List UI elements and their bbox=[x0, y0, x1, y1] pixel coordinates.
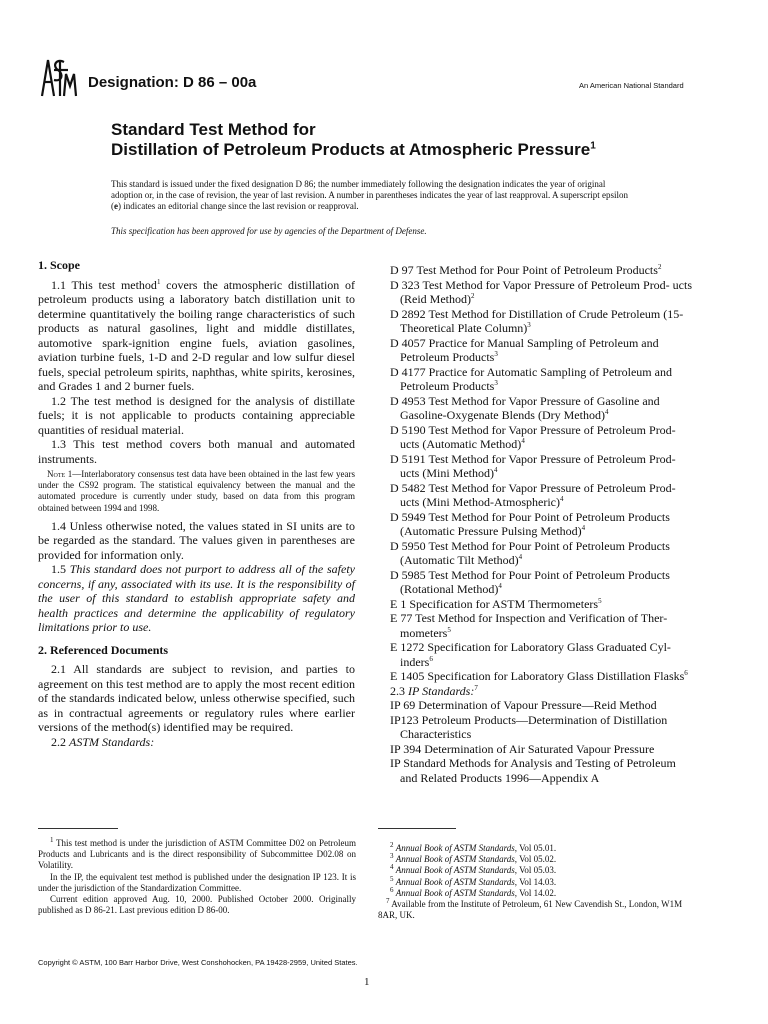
footnote-list bbox=[378, 843, 692, 899]
footnote-1-ip: In the IP, the equivalent test method is published under the designation IP 123. It is under the jurisdiction of the Standardization Committee. bbox=[38, 871, 356, 893]
page-number: 1 bbox=[364, 976, 370, 988]
astm-reference-item: E 1405 Specification for Laboratory Glass Distillation Flasks$^6$ bbox=[390, 669, 688, 683]
ip-reference-item: IP 394 Determination of Air Saturated Vapour Pressure bbox=[390, 741, 655, 756]
footnote-5: $^5$ Annual Book of ASTM Standards, Vol 14.03. bbox=[390, 874, 557, 887]
ip-reference-item: IP Standard Methods for Analysis and Testing of Petroleum and Related Products 1996—Appendix A bbox=[390, 756, 676, 785]
paragraph-2-2: 2.2 ASTM Standards: bbox=[51, 734, 155, 749]
footnote-4: $^4$ Annual Book of ASTM Standards, Vol 05.03. bbox=[390, 863, 557, 876]
left-column bbox=[38, 258, 355, 749]
document-title bbox=[111, 120, 596, 160]
standard-notice: This standard is issued under the fixed designation D 86; the number immediately following the designation indicates the year of original adoption or, in the case of revision, the year of last revision. A number in parentheses indicates the year of last reapproval. A superscript epsilon (e) indicates an editorial change since the last revision or reapproval. bbox=[111, 179, 628, 212]
footnote-rule-right bbox=[378, 828, 456, 829]
right-column bbox=[390, 263, 692, 785]
ip-standards-list bbox=[390, 698, 692, 785]
astm-reference-item: D 5190 Test Method for Vapor Pressure of Petroleum Prod- ucts (Automatic Method)$^4$ bbox=[390, 422, 676, 451]
footnote-1-edition: Current edition approved Aug. 10, 2000. Published October 2000. Originally published as D 86-21. Last previous edition D 86-00. bbox=[38, 894, 356, 916]
astm-reference-item: D 5985 Test Method for Pour Point of Petroleum Products (Rotational Method)$^4$ bbox=[390, 567, 670, 596]
footnote-7: $^7$ Available from the Institute of Petroleum, 61 New Cavendish St., London, W1M 8AR, UK. bbox=[378, 897, 683, 921]
title-line-2: Distillation of Petroleum Products at Atmospheric Pressure$^1$ bbox=[111, 140, 596, 159]
astm-reference-item: D 2892 Test Method for Distillation of Crude Petroleum (15-Theoretical Plate Column)$^3$ bbox=[390, 306, 684, 335]
astm-reference-item: D 5950 Test Method for Pour Point of Petroleum Products (Automatic Tilt Method)$^4$ bbox=[390, 538, 670, 567]
footnote-2: $^2$ Annual Book of ASTM Standards, Vol 05.01. bbox=[390, 841, 557, 853]
paragraph-1-4: 1.4 Unless otherwise noted, the values stated in SI units are to be regarded as the standard. The values given in parentheses are provided for information only. bbox=[38, 518, 355, 562]
astm-standards-list bbox=[390, 263, 692, 684]
astm-reference-item: D 5191 Test Method for Vapor Pressure of Petroleum Prod- ucts (Mini Method)$^4$ bbox=[390, 451, 676, 480]
astm-reference-item: D 323 Test Method for Vapor Pressure of Petroleum Prod- ucts (Reid Method)$^2$ bbox=[390, 277, 693, 306]
ip-reference-item: IP 69 Determination of Vapour Pressure—Reid Method bbox=[390, 698, 657, 712]
paragraph-2-1: 2.1 All standards are subject to revision, and parties to agreement on this test method are to apply the most recent edition of the standards indicated below, unless otherwise specified, such as in contractual agreements or regulatory rules where earlier versions of the method(s) identified may be required. bbox=[38, 662, 355, 735]
astm-reference-item: D 4057 Practice for Manual Sampling of Petroleum and Petroleum Products$^3$ bbox=[390, 335, 659, 364]
astm-reference-item: E 77 Test Method for Inspection and Verification of Ther- mometers$^5$ bbox=[390, 611, 668, 640]
copyright-line: Copyright © ASTM, 100 Barr Harbor Drive, West Conshohocken, PA 19428-2959, United States. bbox=[38, 958, 358, 967]
footnote-6: $^6$ Annual Book of ASTM Standards, Vol 14.02. bbox=[390, 885, 557, 898]
astm-reference-item: E 1 Specification for ASTM Thermometers$^5$ bbox=[390, 596, 602, 611]
designation: Designation: D 86 – 00a bbox=[88, 74, 257, 91]
paragraph-1-5: 1.5 This standard does not purport to address all of the safety concerns, if any, associated with its use. It is the responsibility of the user of this standard to establish appropriate safety and health practices and determine the applicability of regulatory limitations prior to use. bbox=[38, 562, 355, 635]
astm-logo bbox=[38, 56, 78, 98]
note-1: Note 1—Interlaboratory consensus test data have been obtained in the last few years under the CS92 program. The statistical equivalency between the manual and the automated procedure is currently under study, based on data from this program obtained between 1994 and 1998. bbox=[38, 469, 355, 513]
astm-reference-item: D 5949 Test Method for Pour Point of Petroleum Products (Automatic Pressure Pulsing Method)$^4$ bbox=[390, 509, 670, 538]
astm-reference-item: D 4953 Test Method for Vapor Pressure of Gasoline and Gasoline-Oxygenate Blends (Dry Method)$^4$ bbox=[390, 393, 660, 422]
astm-reference-item: D 97 Test Method for Pour Point of Petroleum Products$^2$ bbox=[390, 263, 662, 277]
astm-reference-item: D 4177 Practice for Automatic Sampling of Petroleum and Petroleum Products$^3$ bbox=[390, 364, 672, 393]
scope-heading: 1. Scope bbox=[38, 258, 80, 272]
ip-reference-item: IP123 Petroleum Products—Determination of Distillation Characteristics bbox=[390, 712, 668, 741]
referenced-documents-heading: 2. Referenced Documents bbox=[38, 642, 169, 657]
dod-approval-statement: This specification has been approved for use by agencies of the Department of Defense. bbox=[111, 226, 427, 236]
paragraph-1-3: 1.3 This test method covers both manual and automated instruments. bbox=[38, 437, 355, 466]
ip-standards-heading: 2.3 IP Standards:$^7$ bbox=[390, 683, 478, 698]
footnotes-left bbox=[38, 838, 356, 916]
footnote-3: $^3$ Annual Book of ASTM Standards, Vol 05.02. bbox=[390, 852, 557, 865]
paragraph-1-2: 1.2 The test method is designed for the analysis of distillate fuels; it is not applicable to products containing appreciable quantities of residual material. bbox=[38, 393, 355, 437]
footnotes-right bbox=[378, 843, 692, 921]
astm-reference-item: D 5482 Test Method for Vapor Pressure of Petroleum Prod- ucts (Mini Method-Atmospheric)$^4$ bbox=[390, 480, 676, 509]
footnote-rule-left bbox=[38, 828, 118, 829]
footnote-1: $^1$ This test method is under the jurisdiction of ASTM Committee D02 on Petroleum Products and Lubricants and is the direct responsibility of Subcommittee D02.08 on Volatility. bbox=[38, 836, 356, 871]
paragraph-1-1: 1.1 This test method$^1$ covers the atmospheric distillation of petroleum products using a laboratory batch distillation unit to determine quantitatively the boiling range characteristics of such products as natural gasolines, light and middle distillates, automotive spark-ignition engine fuels, aviation gasolines, aviation turbine fuels, 1-D and 2-D regular and low sulfur diesel fuels, special petroleum spirits, naphthas, white spirits, kerosines, and Grades 1 and 2 burner fuels. bbox=[38, 277, 355, 393]
astm-reference-item: E 1272 Specification for Laboratory Glass Graduated Cyl- inders$^6$ bbox=[390, 640, 671, 669]
national-standard-label: An American National Standard bbox=[579, 81, 684, 90]
title-line-1: Standard Test Method for bbox=[111, 120, 316, 139]
